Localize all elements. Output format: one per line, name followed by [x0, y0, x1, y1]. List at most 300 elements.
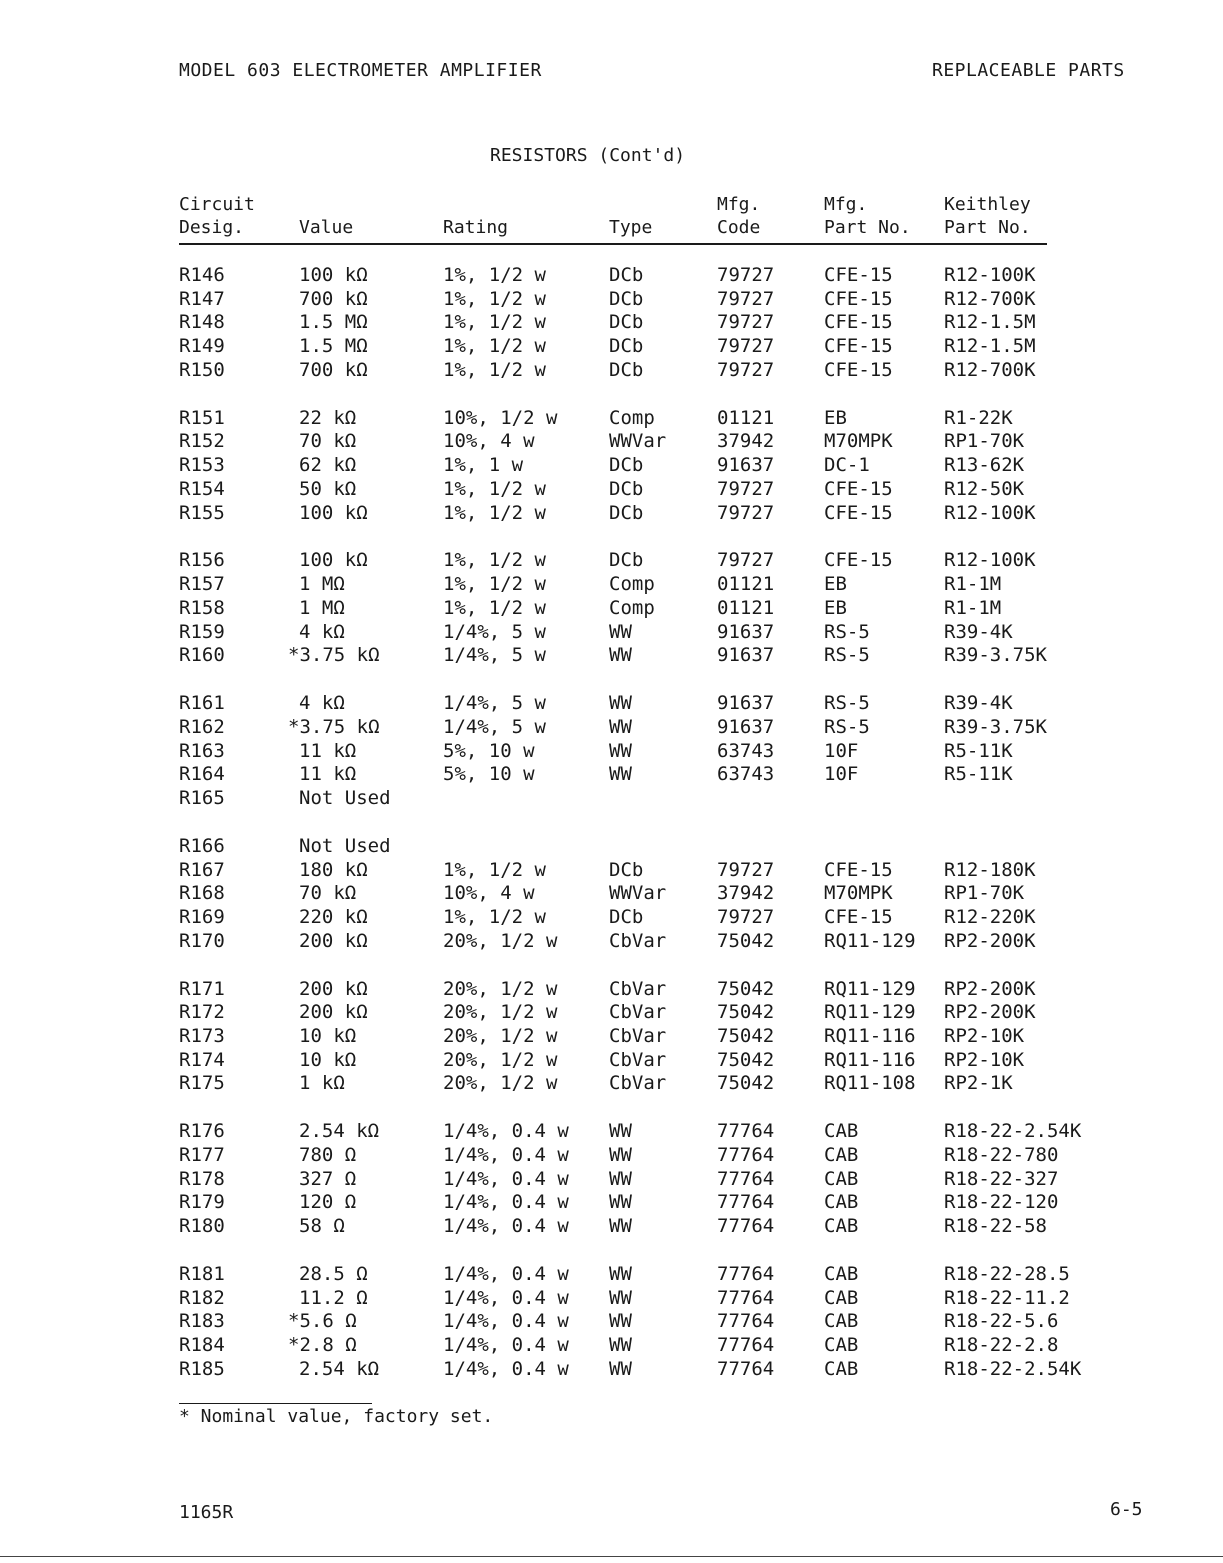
table-row [0, 835, 1223, 858]
cell-circuit-desig: R148 [179, 311, 225, 334]
cell-rating: 1/4%, 0.4 w [443, 1262, 569, 1285]
cell-type: WW [609, 1310, 632, 1333]
cell-value: 70 kΩ [299, 882, 357, 905]
cell-mfg-code: 79727 [717, 264, 775, 286]
cell-mfg-code: 91637 [717, 454, 775, 477]
cell-value: 1 kΩ [299, 1072, 345, 1095]
cell-keithley-part-no: RP2-200K [944, 977, 1036, 1000]
column-header-type [609, 193, 652, 239]
cell-circuit-desig: R147 [179, 287, 225, 310]
cell-rating: 1/4%, 5 w [443, 692, 546, 715]
cell-type: DCb [609, 477, 644, 500]
cell-type: WW [609, 1334, 632, 1356]
cell-keithley-part-no: R39-3.75K [944, 644, 1047, 667]
table-row [0, 573, 1223, 596]
cell-mfg-part-no: CAB [824, 1143, 859, 1166]
cell-keithley-part-no: RP2-200K [944, 1001, 1036, 1024]
cell-keithley-part-no: R12-180K [944, 858, 1036, 881]
cell-value: 327 Ω [299, 1167, 357, 1190]
cell-mfg-code: 91637 [717, 715, 775, 738]
cell-keithley-part-no: R39-3.75K [944, 715, 1047, 738]
cell-keithley-part-no: R12-700K [944, 287, 1036, 310]
table-row [0, 1120, 1223, 1143]
cell-mfg-code: 77764 [717, 1357, 775, 1380]
cell-type: DCb [609, 311, 644, 334]
table-row [0, 288, 1223, 311]
cell-mfg-code: 77764 [717, 1334, 775, 1356]
cell-rating: 1/4%, 0.4 w [443, 1286, 569, 1309]
cell-mfg-code: 63743 [717, 763, 775, 786]
table-row [0, 859, 1223, 882]
cell-circuit-desig: R174 [179, 1048, 225, 1071]
cell-keithley-part-no: R18-22-2.54K [944, 1357, 1082, 1380]
cell-type: DCb [609, 264, 644, 286]
cell-type: WW [609, 1357, 632, 1380]
cell-circuit-desig: R160 [179, 644, 225, 667]
cell-keithley-part-no: R39-4K [944, 620, 1013, 643]
cell-keithley-part-no: R18-22-2.8 [944, 1334, 1059, 1356]
page-edge-rule [0, 1556, 1223, 1557]
cell-value: 1 MΩ [299, 573, 345, 596]
cell-circuit-desig: R167 [179, 858, 225, 881]
table-row [0, 787, 1223, 810]
cell-type: CbVar [609, 1024, 667, 1047]
cell-keithley-part-no: R1-1M [944, 573, 1002, 596]
document-number: 1165R [179, 1502, 234, 1523]
cell-mfg-part-no: CAB [824, 1334, 859, 1356]
footnote: * Nominal value, factory set. [179, 1406, 494, 1427]
cell-type: DCb [609, 858, 644, 881]
cell-rating: 5%, 10 w [443, 739, 535, 762]
cell-value: *3.75 kΩ [288, 644, 380, 667]
cell-keithley-part-no: R18-22-327 [944, 1167, 1059, 1190]
cell-mfg-code: 91637 [717, 620, 775, 643]
cell-rating: 1/4%, 0.4 w [443, 1167, 569, 1190]
cell-type: DCb [609, 454, 644, 477]
cell-circuit-desig: R158 [179, 596, 225, 619]
column-header-line [443, 193, 508, 216]
cell-mfg-code: 79727 [717, 358, 775, 381]
cell-rating: 1/4%, 0.4 w [443, 1215, 569, 1237]
cell-circuit-desig: R180 [179, 1215, 225, 1237]
cell-value: 100 kΩ [299, 501, 368, 524]
column-header-line: Rating [443, 217, 509, 238]
cell-value: 11 kΩ [299, 739, 357, 762]
cell-mfg-part-no: RS-5 [824, 692, 870, 715]
column-header-line: Circuit [179, 194, 255, 215]
cell-circuit-desig: R175 [179, 1072, 225, 1095]
column-header-circuit-desig [179, 193, 255, 239]
cell-mfg-code: 77764 [717, 1143, 775, 1166]
cell-mfg-code: 77764 [717, 1120, 775, 1143]
cell-value: *2.8 Ω [288, 1334, 357, 1356]
cell-value: 100 kΩ [299, 549, 368, 572]
cell-mfg-part-no: M70MPK [824, 430, 893, 453]
cell-mfg-part-no: CAB [824, 1215, 859, 1237]
table-row [0, 882, 1223, 905]
cell-value: 780 Ω [299, 1143, 357, 1166]
cell-type: WW [609, 1286, 632, 1309]
cell-value: 11 kΩ [299, 763, 357, 786]
cell-rating: 20%, 1/2 w [443, 1072, 558, 1095]
cell-mfg-code: 37942 [717, 430, 775, 453]
cell-mfg-code: 75042 [717, 929, 775, 952]
cell-type: WW [609, 739, 632, 762]
cell-circuit-desig: R179 [179, 1191, 225, 1214]
cell-mfg-part-no: CFE-15 [824, 905, 893, 928]
cell-rating: 5%, 10 w [443, 763, 535, 786]
cell-mfg-code: 79727 [717, 311, 775, 334]
column-header-mfg-part-no [824, 193, 911, 239]
cell-mfg-part-no: CAB [824, 1191, 859, 1214]
cell-rating: 1%, 1/2 w [443, 501, 546, 524]
cell-rating: 1%, 1/2 w [443, 264, 546, 286]
cell-value: Not Used [299, 834, 391, 857]
cell-value: 4 kΩ [299, 692, 345, 715]
cell-rating: 1%, 1/2 w [443, 311, 546, 334]
cell-mfg-code: 75042 [717, 1001, 775, 1024]
table-row [0, 978, 1223, 1001]
column-header-mfg-code [717, 193, 760, 239]
cell-type: CbVar [609, 1001, 667, 1024]
table-row [0, 1191, 1223, 1214]
cell-rating: 1%, 1/2 w [443, 905, 546, 928]
cell-mfg-code: 77764 [717, 1286, 775, 1309]
cell-mfg-part-no: 10F [824, 763, 859, 786]
cell-circuit-desig: R159 [179, 620, 225, 643]
table-row [0, 740, 1223, 763]
cell-circuit-desig: R178 [179, 1167, 225, 1190]
column-header-line: Code [717, 217, 761, 238]
cell-circuit-desig: R161 [179, 692, 225, 715]
cell-mfg-code: 79727 [717, 858, 775, 881]
cell-mfg-code: 75042 [717, 1048, 775, 1071]
cell-rating: 1/4%, 0.4 w [443, 1357, 569, 1380]
cell-circuit-desig: R170 [179, 929, 225, 952]
cell-value: 4 kΩ [299, 620, 345, 643]
cell-type: WW [609, 692, 632, 715]
cell-rating: 1/4%, 0.4 w [443, 1334, 569, 1356]
cell-mfg-code: 01121 [717, 406, 775, 429]
cell-value: 10 kΩ [299, 1048, 357, 1071]
cell-mfg-part-no: RS-5 [824, 715, 870, 738]
column-header-line: Mfg. [824, 194, 868, 215]
column-header-line: Keithley [944, 194, 1031, 215]
cell-value: 62 kΩ [299, 454, 357, 477]
cell-mfg-part-no: CFE-15 [824, 477, 893, 500]
column-header-line: Mfg. [717, 194, 761, 215]
table-row [0, 621, 1223, 644]
cell-mfg-part-no: EB [824, 573, 847, 596]
cell-mfg-code: 01121 [717, 596, 775, 619]
cell-value: 11.2 Ω [299, 1286, 368, 1309]
table-row [0, 430, 1223, 453]
page-number: 6-5 [1110, 1499, 1143, 1520]
cell-circuit-desig: R168 [179, 882, 225, 905]
section-title: RESISTORS (Cont'd) [490, 145, 686, 166]
cell-mfg-part-no: EB [824, 596, 847, 619]
cell-mfg-code: 91637 [717, 644, 775, 667]
table-row [0, 1049, 1223, 1072]
cell-mfg-code: 75042 [717, 977, 775, 1000]
table-row [0, 1025, 1223, 1048]
cell-keithley-part-no: R18-22-780 [944, 1143, 1059, 1166]
cell-type: WWVar [609, 430, 667, 453]
cell-mfg-code: 79727 [717, 501, 775, 524]
cell-mfg-part-no: RQ11-116 [824, 1048, 916, 1071]
cell-rating: 1/4%, 0.4 w [443, 1191, 569, 1214]
cell-mfg-code: 77764 [717, 1167, 775, 1190]
cell-rating: 20%, 1/2 w [443, 929, 558, 952]
cell-keithley-part-no: R1-1M [944, 596, 1002, 619]
cell-value: *3.75 kΩ [288, 715, 380, 738]
table-row [0, 1310, 1223, 1333]
cell-mfg-part-no: DC-1 [824, 454, 870, 477]
cell-rating: 1/4%, 0.4 w [443, 1310, 569, 1333]
cell-mfg-part-no: RS-5 [824, 620, 870, 643]
cell-mfg-part-no: CFE-15 [824, 549, 893, 572]
cell-circuit-desig: R154 [179, 477, 225, 500]
cell-rating: 1%, 1/2 w [443, 335, 546, 358]
cell-rating: 1/4%, 0.4 w [443, 1143, 569, 1166]
cell-circuit-desig: R152 [179, 430, 225, 453]
cell-keithley-part-no: R1-22K [944, 406, 1013, 429]
cell-keithley-part-no: R18-22-58 [944, 1215, 1047, 1237]
header-rule [179, 243, 1047, 245]
table-row [0, 906, 1223, 929]
cell-keithley-part-no: RP2-10K [944, 1048, 1025, 1071]
cell-mfg-code: 79727 [717, 549, 775, 572]
column-header-value [299, 193, 353, 239]
cell-keithley-part-no: R18-22-120 [944, 1191, 1059, 1214]
cell-rating: 1%, 1/2 w [443, 573, 546, 596]
cell-type: CbVar [609, 1048, 667, 1071]
column-header-line: Part No. [944, 217, 1031, 238]
cell-mfg-part-no: CAB [824, 1120, 859, 1143]
cell-keithley-part-no: RP1-70K [944, 882, 1025, 905]
cell-type: WW [609, 1143, 632, 1166]
cell-mfg-code: 77764 [717, 1262, 775, 1285]
cell-keithley-part-no: R12-100K [944, 501, 1036, 524]
cell-mfg-part-no: RQ11-129 [824, 929, 916, 952]
cell-value: 100 kΩ [299, 264, 368, 286]
cell-rating: 20%, 1/2 w [443, 977, 558, 1000]
cell-value: 22 kΩ [299, 406, 357, 429]
cell-rating: 10%, 4 w [443, 430, 535, 453]
cell-rating: 20%, 1/2 w [443, 1048, 558, 1071]
cell-type: Comp [609, 596, 655, 619]
cell-mfg-part-no: CAB [824, 1357, 859, 1380]
cell-circuit-desig: R176 [179, 1120, 225, 1143]
cell-type: DCb [609, 335, 644, 358]
cell-value: 1.5 MΩ [299, 311, 368, 334]
cell-mfg-code: 79727 [717, 287, 775, 310]
cell-value: 220 kΩ [299, 905, 368, 928]
cell-rating: 1%, 1/2 w [443, 477, 546, 500]
table-row [0, 930, 1223, 953]
table-row [0, 1263, 1223, 1286]
cell-keithley-part-no: R18-22-5.6 [944, 1310, 1059, 1333]
cell-circuit-desig: R151 [179, 406, 225, 429]
cell-rating: 10%, 1/2 w [443, 406, 558, 429]
cell-circuit-desig: R149 [179, 335, 225, 358]
cell-value: 70 kΩ [299, 430, 357, 453]
cell-keithley-part-no: R18-22-28.5 [944, 1262, 1070, 1285]
cell-circuit-desig: R171 [179, 977, 225, 1000]
cell-circuit-desig: R155 [179, 501, 225, 524]
table-row [0, 454, 1223, 477]
cell-mfg-part-no: RQ11-129 [824, 977, 916, 1000]
table-row [0, 597, 1223, 620]
cell-rating: 1%, 1/2 w [443, 596, 546, 619]
cell-circuit-desig: R153 [179, 454, 225, 477]
table-row [0, 264, 1223, 287]
cell-keithley-part-no: RP2-10K [944, 1024, 1025, 1047]
column-header-line: Desig. [179, 217, 245, 238]
cell-type: DCb [609, 501, 644, 524]
cell-mfg-code: 77764 [717, 1215, 775, 1237]
cell-type: DCb [609, 287, 644, 310]
cell-value: 120 Ω [299, 1191, 357, 1214]
table-row [0, 1001, 1223, 1024]
cell-mfg-part-no: CFE-15 [824, 335, 893, 358]
cell-keithley-part-no: R12-100K [944, 549, 1036, 572]
cell-mfg-part-no: CAB [824, 1167, 859, 1190]
cell-keithley-part-no: R12-220K [944, 905, 1036, 928]
cell-mfg-part-no: CFE-15 [824, 311, 893, 334]
table-row [0, 359, 1223, 382]
table-row [0, 1287, 1223, 1310]
cell-circuit-desig: R177 [179, 1143, 225, 1166]
cell-keithley-part-no: R12-100K [944, 264, 1036, 286]
cell-keithley-part-no: R18-22-11.2 [944, 1286, 1070, 1309]
cell-mfg-code: 75042 [717, 1072, 775, 1095]
table-row [0, 692, 1223, 715]
cell-mfg-part-no: M70MPK [824, 882, 893, 905]
footnote-rule [179, 1403, 372, 1404]
cell-mfg-part-no: RQ11-116 [824, 1024, 916, 1047]
table-row [0, 763, 1223, 786]
cell-type: WW [609, 1191, 632, 1214]
cell-circuit-desig: R165 [179, 786, 225, 809]
cell-type: WW [609, 715, 632, 738]
cell-mfg-code: 79727 [717, 477, 775, 500]
cell-type: WW [609, 644, 632, 667]
cell-circuit-desig: R146 [179, 264, 225, 286]
table-row [0, 644, 1223, 667]
cell-circuit-desig: R157 [179, 573, 225, 596]
cell-value: 180 kΩ [299, 858, 368, 881]
cell-circuit-desig: R185 [179, 1357, 225, 1380]
cell-mfg-part-no: CAB [824, 1262, 859, 1285]
cell-keithley-part-no: R13-62K [944, 454, 1025, 477]
table-row [0, 1358, 1223, 1381]
column-header-line: Part No. [824, 217, 911, 238]
cell-mfg-part-no: 10F [824, 739, 859, 762]
cell-value: 200 kΩ [299, 977, 368, 1000]
cell-rating: 20%, 1/2 w [443, 1001, 558, 1024]
table-row [0, 716, 1223, 739]
cell-circuit-desig: R163 [179, 739, 225, 762]
cell-type: CbVar [609, 929, 667, 952]
cell-type: CbVar [609, 977, 667, 1000]
cell-type: WW [609, 763, 632, 786]
column-header-rating [443, 193, 508, 239]
cell-keithley-part-no: R12-1.5M [944, 311, 1036, 334]
cell-rating: 10%, 4 w [443, 882, 535, 905]
cell-type: WW [609, 1120, 632, 1143]
cell-value: 200 kΩ [299, 1001, 368, 1024]
cell-mfg-code: 63743 [717, 739, 775, 762]
cell-mfg-part-no: RS-5 [824, 644, 870, 667]
cell-circuit-desig: R164 [179, 763, 225, 786]
running-header-title: MODEL 603 ELECTROMETER AMPLIFIER [179, 60, 542, 81]
cell-keithley-part-no: R12-50K [944, 477, 1025, 500]
cell-circuit-desig: R182 [179, 1286, 225, 1309]
cell-rating: 1%, 1 w [443, 454, 524, 477]
cell-type: Comp [609, 573, 655, 596]
cell-value: *5.6 Ω [288, 1310, 357, 1333]
cell-mfg-code: 77764 [717, 1310, 775, 1333]
cell-keithley-part-no: R5-11K [944, 763, 1013, 786]
cell-circuit-desig: R169 [179, 905, 225, 928]
cell-keithley-part-no: R5-11K [944, 739, 1013, 762]
cell-mfg-code: 79727 [717, 335, 775, 358]
cell-value: 700 kΩ [299, 358, 368, 381]
cell-circuit-desig: R150 [179, 358, 225, 381]
cell-type: WWVar [609, 882, 667, 905]
cell-value: 1 MΩ [299, 596, 345, 619]
table-row [0, 1072, 1223, 1095]
cell-value: 1.5 MΩ [299, 335, 368, 358]
cell-circuit-desig: R173 [179, 1024, 225, 1047]
cell-value: 28.5 Ω [299, 1262, 368, 1285]
cell-value: 2.54 kΩ [299, 1120, 380, 1143]
cell-keithley-part-no: RP2-200K [944, 929, 1036, 952]
cell-circuit-desig: R172 [179, 1001, 225, 1024]
cell-keithley-part-no: RP2-1K [944, 1072, 1013, 1095]
cell-rating: 1/4%, 5 w [443, 620, 546, 643]
cell-mfg-part-no: EB [824, 406, 847, 429]
cell-rating: 1/4%, 0.4 w [443, 1120, 569, 1143]
cell-keithley-part-no: R12-700K [944, 358, 1036, 381]
table-row [0, 1168, 1223, 1191]
cell-mfg-part-no: CAB [824, 1286, 859, 1309]
cell-rating: 1/4%, 5 w [443, 715, 546, 738]
cell-type: WW [609, 1215, 632, 1237]
cell-keithley-part-no: RP1-70K [944, 430, 1025, 453]
cell-mfg-part-no: CAB [824, 1310, 859, 1333]
table-row [0, 1334, 1223, 1357]
cell-value: 10 kΩ [299, 1024, 357, 1047]
cell-mfg-part-no: CFE-15 [824, 358, 893, 381]
table-row [0, 549, 1223, 572]
cell-type: WW [609, 1262, 632, 1285]
cell-type: DCb [609, 905, 644, 928]
cell-mfg-code: 75042 [717, 1024, 775, 1047]
cell-mfg-part-no: CFE-15 [824, 264, 893, 286]
cell-value: 58 Ω [299, 1215, 345, 1237]
cell-rating: 1%, 1/2 w [443, 287, 546, 310]
cell-mfg-code: 77764 [717, 1191, 775, 1214]
running-header-section: REPLACEABLE PARTS [932, 60, 1125, 81]
cell-mfg-code: 01121 [717, 573, 775, 596]
column-header-line [609, 193, 652, 216]
cell-type: CbVar [609, 1072, 667, 1095]
table-row [0, 502, 1223, 525]
cell-value: 50 kΩ [299, 477, 357, 500]
cell-mfg-code: 37942 [717, 882, 775, 905]
